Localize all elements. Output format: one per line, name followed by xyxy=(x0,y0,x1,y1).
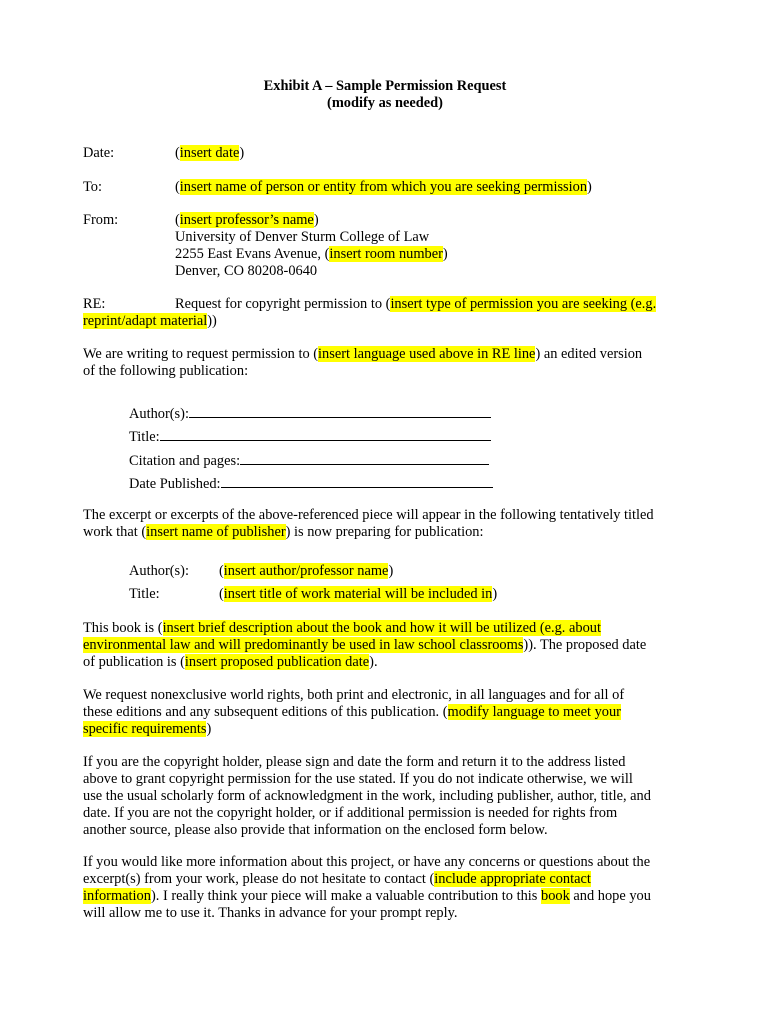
author-field-label: Author(s): xyxy=(129,406,189,422)
re-label: RE: xyxy=(83,296,106,312)
work-title-placeholder[interactable]: insert title of work material will be included in xyxy=(223,586,493,602)
new-work-title-row: Title: (insert title of work material will be included in) xyxy=(129,586,498,602)
holder-line: another source, please also provide that information on the enclosed form below. xyxy=(83,822,548,838)
from-line-4: Denver, CO 80208-0640 xyxy=(175,263,318,279)
book-description-placeholder-a[interactable]: insert brief description about the book and how it will be utilized (e.g. about xyxy=(162,620,601,636)
book-description-placeholder-b[interactable]: environmental law and will predominantly be used in law school classrooms xyxy=(83,637,524,653)
closing-line-4: will allow me to use it. Thanks in advance for your prompt reply. xyxy=(83,905,458,921)
book-suffix: )). The proposed date xyxy=(523,637,647,653)
holder-paragraph xyxy=(83,754,688,839)
rights-paragraph xyxy=(83,687,688,738)
professor-name-placeholder[interactable]: insert professor’s name xyxy=(179,212,314,228)
re-suffix: )) xyxy=(207,313,217,329)
closing-line-3 xyxy=(83,888,688,905)
book-prefix: This book is ( xyxy=(83,620,163,636)
from-row xyxy=(83,212,703,282)
from-line-2: University of Denver Sturm College of Law xyxy=(175,229,430,245)
from-label: From: xyxy=(83,212,119,228)
holder-line: use the usual scholarly form of acknowledgment in the work, including publisher, author, title, and xyxy=(83,788,651,804)
permission-type-placeholder-b[interactable]: reprint/adapt material xyxy=(83,313,208,329)
citation-field xyxy=(129,450,489,470)
re-line-2 xyxy=(83,313,217,330)
closing-line-3-mid: ). I really think your piece will make a valuable contribution to this xyxy=(150,888,541,904)
permission-type-placeholder-a[interactable]: insert type of permission you are seeking (e.g. xyxy=(390,296,657,312)
author-professor-placeholder[interactable]: insert author/professor name xyxy=(223,563,389,579)
book-line-3-prefix: of publication is ( xyxy=(83,654,185,670)
author-blank-line[interactable] xyxy=(189,403,491,418)
rights-suffix: ) xyxy=(206,721,212,737)
rights-placeholder-b[interactable]: specific requirements xyxy=(83,721,207,737)
book-line-1 xyxy=(83,620,688,637)
to-label: To: xyxy=(83,179,102,195)
intro-line-2: of the following publication: xyxy=(83,363,249,379)
rights-line-3 xyxy=(83,721,688,738)
rights-line-2-prefix: these editions and any subsequent editions of this publication. ( xyxy=(83,704,448,720)
closing-line-3-suffix: and hope you xyxy=(569,888,651,904)
book-line-3 xyxy=(83,654,688,671)
new-work-author-row: Author(s): (insert author/professor name) xyxy=(129,563,394,579)
book-line-2 xyxy=(83,637,688,654)
from-line-3-text: 2255 East Evans Avenue, ( xyxy=(175,246,330,262)
new-work-title-label: Title: xyxy=(129,586,160,602)
re-prefix: Request for copyright permission to ( xyxy=(175,296,391,312)
to-placeholder[interactable]: insert name of person or entity from which you are seeking permission xyxy=(179,179,588,195)
from-line-1: (insert professor’s name) xyxy=(175,212,319,228)
re-language-placeholder[interactable]: insert language used above in RE line xyxy=(318,346,536,362)
date-published-blank-line[interactable] xyxy=(221,473,493,488)
date-published-field-label: Date Published: xyxy=(129,476,221,492)
excerpt-line-1: The excerpt or excerpts of the above-referenced piece will appear in the following tentatively titled xyxy=(83,507,654,523)
intro-suffix: ) an edited version xyxy=(535,346,643,362)
date-value: (insert date) xyxy=(175,145,245,161)
holder-line: date. If you are not the copyright holder, or if additional permission is needed for rights from xyxy=(83,805,618,821)
publication-date-placeholder[interactable]: insert proposed publication date xyxy=(184,654,370,670)
book-placeholder[interactable]: book xyxy=(541,888,570,904)
closing-paragraph xyxy=(83,854,688,922)
document-title: Exhibit A – Sample Permission Request xyxy=(263,78,507,94)
document-subtitle: (modify as needed) xyxy=(327,95,443,111)
excerpt-line-2 xyxy=(83,524,688,541)
title-field-label: Title: xyxy=(129,429,160,445)
closing-line-1: If you would like more information about this project, or have any concerns or questions about the xyxy=(83,854,651,870)
author-field xyxy=(129,403,491,423)
excerpt-prefix: work that ( xyxy=(83,524,147,540)
title-blank-line[interactable] xyxy=(160,426,491,441)
book-paragraph xyxy=(83,620,688,671)
contact-placeholder-b[interactable]: information xyxy=(83,888,151,904)
title-field xyxy=(129,426,491,446)
re-line-1 xyxy=(175,296,656,313)
date-placeholder[interactable]: insert date xyxy=(179,145,240,161)
closing-line-2-prefix: excerpt(s) from your work, please do not hesitate to contact ( xyxy=(83,871,435,887)
excerpt-suffix: ) is now preparing for publication: xyxy=(285,524,484,540)
citation-field-label: Citation and pages: xyxy=(129,453,241,469)
to-value: (insert name of person or entity from which you are seeking permission) xyxy=(175,179,592,195)
room-number-placeholder[interactable]: insert room number xyxy=(329,246,443,262)
rights-line-2 xyxy=(83,704,688,721)
date-published-field xyxy=(129,473,493,493)
rights-placeholder-a[interactable]: modify language to meet your xyxy=(447,704,621,720)
holder-line: above to grant copyright permission for the use stated. If you do not indicate otherwise, we will xyxy=(83,771,633,787)
publisher-placeholder[interactable]: insert name of publisher xyxy=(146,524,286,540)
intro-paragraph xyxy=(83,346,688,380)
contact-placeholder-a[interactable]: include appropriate contact xyxy=(434,871,591,887)
rights-line-1: We request nonexclusive world rights, both print and electronic, in all languages and for all of xyxy=(83,687,625,703)
intro-prefix: We are writing to request permission to ( xyxy=(83,346,319,362)
re-row xyxy=(83,296,703,332)
closing-line-2 xyxy=(83,871,688,888)
from-line-3: 2255 East Evans Avenue, (insert room number) xyxy=(175,246,448,262)
date-label: Date: xyxy=(83,145,115,161)
holder-line: If you are the copyright holder, please sign and date the form and return it to the address listed xyxy=(83,754,626,770)
new-work-author-label: Author(s): xyxy=(129,563,189,579)
book-line-3-suffix: ). xyxy=(369,654,378,670)
citation-blank-line[interactable] xyxy=(240,450,489,465)
intro-line-1 xyxy=(83,346,688,363)
excerpt-paragraph xyxy=(83,507,688,541)
